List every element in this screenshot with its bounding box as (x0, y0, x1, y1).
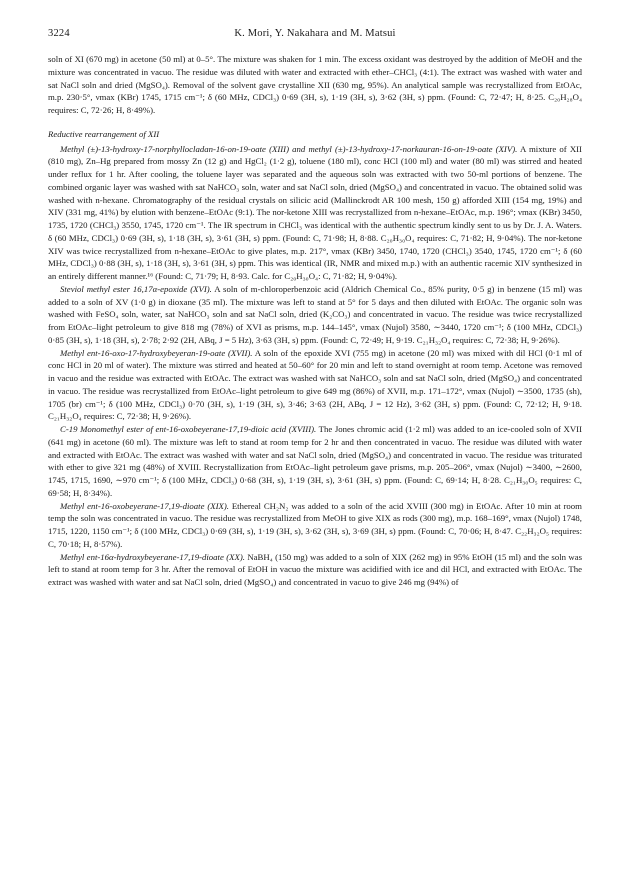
paragraph-text: A soln of m-chloroperbenzoic acid (Aldrich Chemical Co., 85% purity, 0·5 g) in benzene (15 ml) was added to a soln of XV (1·0 g) in dioxane (35 ml). The mixture was left to stand at 5° for 5 days and then diluted with EtOAc. The organic soln was washed with FeSO₄ soln, water, sat NaHCO₃ soln and sat NaCl soln, dried (K₂CO₃) and concentrated in vacuo. The residue was twice recrystallized from EtOAc–light petroleum to give 818 mg (78%) of XVI as prisms, m.p. 144–145°, νmax (Nujol) 3580, ∼3440, 1720 cm⁻¹; δ (100 MHz, CDCl₃) 0·85 (3H, s), 1·18 (3H, s), 2·78; 2·92 (2H, ABq, J = 5 Hz), 3·63 (3H, s) ppm. (Found: C, 72·49; H, 9·19. C₂₁H₃₂O₄ requires: C, 72·38; H, 9·26%). (48, 283, 582, 345)
compound-heading: Steviol methyl ester 16,17α-epoxide (XVI). (60, 283, 212, 294)
paragraph-compound-xiii-xiv (48, 143, 582, 283)
page-number: 3224 (48, 28, 70, 39)
compound-heading: Methyl (±)-13-hydroxy-17-norphyllocladan-16-on-19-oate (XIII) and methyl (±)-13-hydroxy-17-norkauran-16-on-19-oate (XIV). (60, 143, 518, 154)
compound-heading: Methyl ent-16α-hydroxybeyerane-17,19-dioate (XX). (60, 551, 245, 562)
paragraph-text: The Jones chromic acid (1·2 ml) was added to an ice-cooled soln of XVII (641 mg) in acetone (60 ml). The mixture was left to stand at room temp for 2 hr and then concentrated in vacuo. The residue was diluted with water and extracted with EtOAc. The extract was washed with water and sat NaCl soln, dried (MgSO₄) and concentrated in vacuo. The residue was triturated with ether to give 321 mg (48%) of XVIII. Recrystallization from EtOAc–light petroleum gave prisms, m.p. 205–206°, νmax (Nujol) ∼3400, ∼2600, 1745, 1715, 1690, ∼970 cm⁻¹; δ (100 MHz, CDCl₃) 0·68 (3H, s), 1·19 (3H, s), 3·61 (3H, s) ppm. (Found: C, 69·14; H, 8·28. C₂₁H₃₀O₅ requires: C, 69·58; H, 8·34%). (48, 424, 582, 498)
compound-heading: C-19 Monomethyl ester of ent-16-oxobeyerane-17,19-dioic acid (XVIII). (60, 424, 317, 434)
paragraph-compound-xviii (48, 423, 582, 500)
paragraph-text: A mixture of XII (810 mg), Zn–Hg prepared from mossy Zn (12 g) and HgCl₂ (1·2 g), toluene (180 ml), conc HCl (100 ml) and water (80 ml) was stirred and heated under reflux for 1 hr. After cooling, the toluene layer was separated and the aqueous soln was extracted with two 50-ml portions of benzene. The combined organic layer was washed with sat NaHCO₃ soln, water and sat NaCl soln, dried (MgSO₄) and concentrated in vacuo. The obtained solid was washed with n-hexane. Chromatography of the residual crystals on silicic acid (Mallinckrodt AR 100 mesh, 150 g) afforded XIII (154 mg, 19%) and XIV (331 mg, 41%) by elution with benzene–EtOAc (9:1). The nor-ketone XIII was recrystallized from n-hexane–EtOAc, m.p. 196°; νmax (KBr) 3450, 1735, 1720 (CHCl₃) 3550, 1745, 1720 cm⁻¹. The IR spectrum in CHCl₃ was identical with the authentic spectrum kindly sent to us by Dr. J. A. Waters. δ (60 MHz, CDCl₃) 0·69 (3H, s), 1·18 (3H, s), 3·61 (3H, s) ppm. (Found: C, 71·98; H, 8·88. C₂₀H₃₀O₄ requires: C, 71·82; H, 9·04%). The nor-ketone XIV was twice recrystallized from n-hexane–EtOAc to give plates, m.p. 217°, νmax (KBr) 3450, 1740, 1720 (CHCl₃) 3540, 1745, 1720 cm⁻¹; δ (60 MHz, CDCl₃) 0·88 (3H, s), 1·18 (3H, s), 3·61 (3H, s) ppm. This was identical (IR, NMR and mixed m.p.) with an authentic racemic XIV synthesized in an entirely different manner.¹⁶ (Found: C, 71·79; H, 8·93. Calc. for C₂₀H₃₀O₄: C, 71·82; H, 9·04%). (48, 143, 582, 281)
paragraph-compound-xix (48, 500, 582, 551)
paragraph-compound-xvii (48, 347, 582, 424)
journal-page (48, 28, 582, 589)
paragraph-text: A soln of the epoxide XVI (755 mg) in acetone (20 ml) was mixed with dil HCl (0·1 ml of conc HCl in 20 ml of water). The mixture was stirred and heated at 50–60° for 20 min and left to stand overnight at room temp. Acetone was removed in vacuo and the residue was extracted with EtOAc. The extract was washed with sat NaHCO₃ soln and sat NaCl soln, dried (MgSO₄) and concentrated in vacuo. The residue was recrystallized from EtOAc–light petroleum to give 649 mg (86%) of XVII, m.p. 171–172°, νmax (Nujol) ∼3500, 1735 (sh), 1705 (br) cm⁻¹; δ (100 MHz, CDCl₃) 0·70 (3H, s), 1·19 (3H, s), 3·46; 3·63 (2H, ABq, J = 12 Hz), 3·62 (3H, s) ppm. (Found: C, 72·12; H, 9·18. C₂₁H₃₂O₄ requires: C, 72·38; H, 9·26%). (48, 347, 582, 422)
compound-heading: Methyl ent-16-oxo-17-hydroxybeyeran-19-oate (XVII). (60, 347, 253, 358)
paragraph-text: soln of XI (670 mg) in acetone (50 ml) at 0–5°. The mixture was shaken for 1 min. The excess oxidant was destroyed by the addition of MeOH and the mixture was concentrated in vacuo. The residue was diluted with water and extracted with ether–CHCl₃ (4:1). The extract was washed with water and sat NaCl soln and dried (MgSO₄). Removal of the solvent gave crystalline XII (630 mg, 95%). An analytical sample was recrystallized from EtOAc, m.p. 230·5°, νmax (KBr) 1745, 1715 cm⁻¹; δ (60 MHz, CDCl₃) 0·69 (3H, s), 1·19 (3H, s), 3·62 (3H, s) ppm. (Found: C, 72·47; H, 8·25. C₂₀H₂₈O₄ requires: C, 72·26; H, 8·49%). (48, 54, 582, 115)
section-heading (48, 128, 582, 141)
paragraph-compound-xx (48, 551, 582, 589)
paragraph-continuation (48, 53, 582, 117)
paragraph-text: NaBH₄ (150 mg) was added to a soln of XIX (262 mg) in 95% EtOH (15 ml) and the soln was left to stand at room temp for 3 hr. After the removal of EtOH in vacuo the mixture was acidified with ice and dil HCl, and extracted with EtOAc. The extract was washed with water and sat NaCl soln, dried (MgSO₄) and concentrated in vacuo to give 246 mg (94%) of (48, 551, 582, 587)
paragraph-text: Ethereal CH₂N₂ was added to a soln of the acid XVIII (300 mg) in EtOAc. After 10 min at room temp the soln was concentrated in vacuo. The residue was recrystallized from MeOH to give XIX as rods (300 mg), m.p. 168–169°, νmax (Nujol) 1748, 1715, 1220, 1150 cm⁻¹; δ (100 MHz, CDCl₃) 0·69 (3H, s), 1·19 (3H, s), 3·62 (3H, s), 3·69 (3H, s) ppm. (Found: C, 70·06; H, 8·47. C₂₂H₃₂O₅ requires: C, 70·18; H, 8·57%). (48, 500, 582, 549)
paragraph-compound-xvi (48, 283, 582, 347)
running-title: K. Mori, Y. Nakahara and M. Matsui (234, 28, 396, 39)
experimental-text (48, 53, 582, 589)
compound-heading: Methyl ent-16-oxobeyerane-17,19-dioate (XIX). (60, 500, 229, 511)
section-heading-text: Reductive rearrangement of XII (48, 128, 160, 139)
page-header (48, 28, 582, 44)
